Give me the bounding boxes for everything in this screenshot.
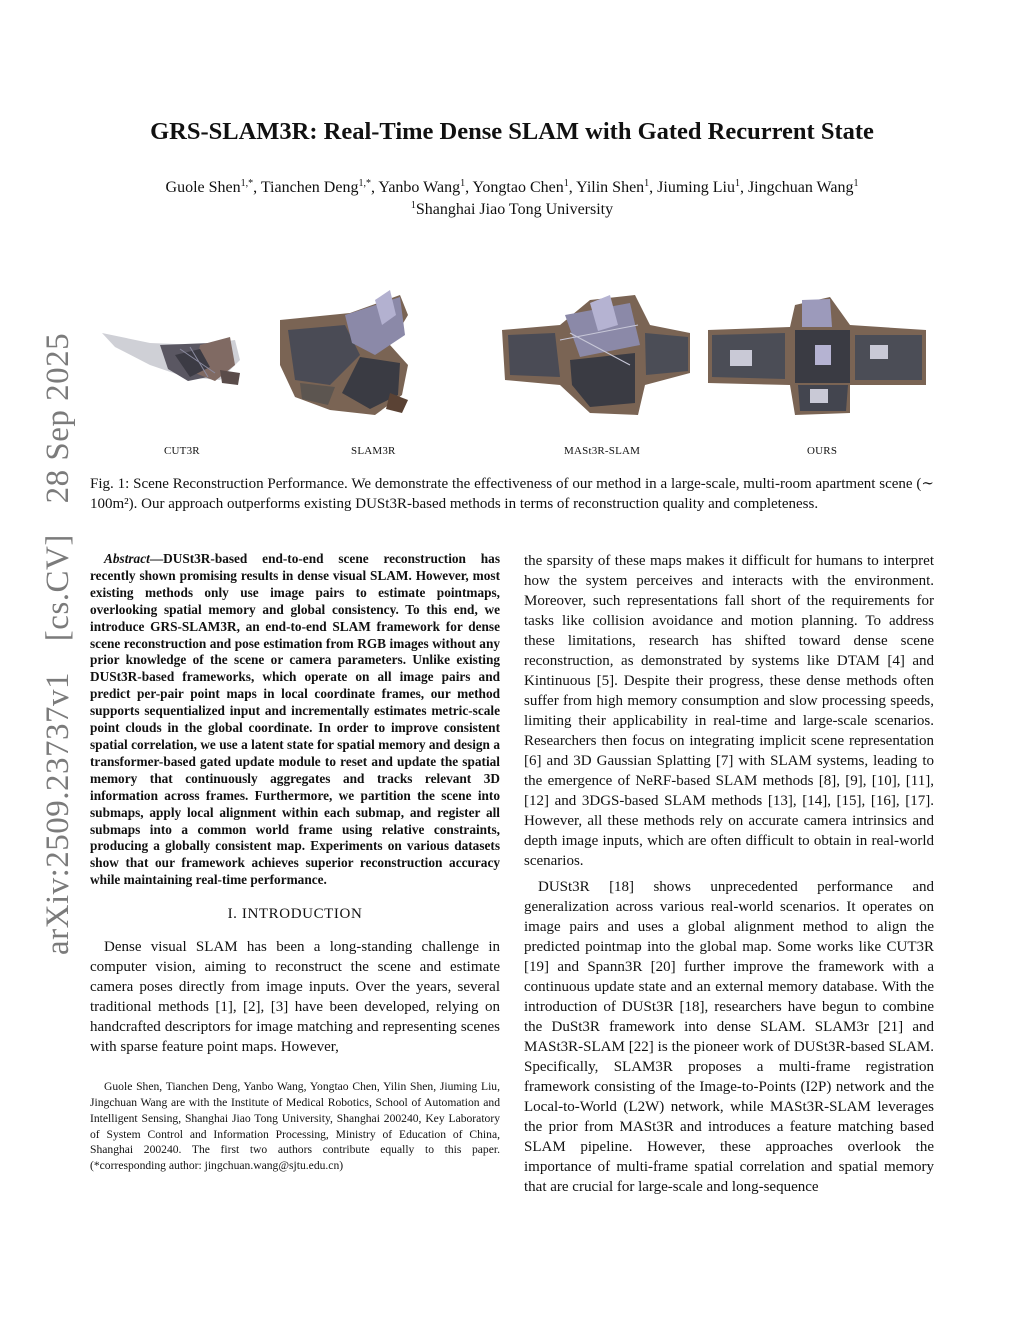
panel-label-mast3r-slam: MASt3R-SLAM xyxy=(564,445,641,457)
body-paragraph: the sparsity of these maps makes it difficult for humans to interpret how the system perceives and interacts with the environment. Moreover, such representations fall short of the requirements for tasks like collision avoidance and motion planning. To address these limitations, research has shifted toward dense scene reconstruction, as demonstrated by systems like DTAM [4] and Kintinuous [5]. Despite their progress, these dense methods often suffer from high memory consumption and slow processing speeds, limiting their applicability in real-time and large-scale scenarios. Researchers then focus on integrating implicit scene representation [6] and 3D Gaussian Splatting [7] with SLAM systems, leading to the emergence of NeRF-based SLAM methods [8], [9], [10], [11], [12] and 3DGS-based SLAM methods [13], [14], [15], [16], [17]. However, all these methods rely on accurate camera intrinsics and depth image inputs, which are often difficult to obtain in real-world scenarios. xyxy=(524,553,934,869)
arxiv-sidebar-stamp xyxy=(40,311,77,955)
left-column xyxy=(90,551,500,1174)
author: Yilin Shen$^1$ xyxy=(576,178,650,196)
arxiv-category: [cs.CV] xyxy=(40,534,76,642)
panel-label-ours: OURS xyxy=(807,445,838,457)
abstract: Abstract—DUSt3R-based end-to-end scene reconstruction has recently shown promising results in dense visual SLAM. However, most existing methods only use image pairs to estimate pointmaps, overlooking spatial memory and global consistency. To this end, we introduce GRS-SLAM3R, an end-to-end SLAM framework for dense scene reconstruction and pose estimation from RGB images without any prior knowledge of the scene or camera parameters. Unlike existing DUSt3R-based frameworks, which operate on all image pairs and predict per-pair point maps in local coordinate frames, our method supports sequentialized input and incrementally estimates metric-scale point clouds in the global coordinate. In order to improve consistent spatial correlation, we use a latent state for spatial memory and design a transformer-based gated update module to reset and update the spatial memory that continuously aggregates and tracks relevant 3D information across frames. Furthermore, we partition the scene into submaps, apply local alignment within each submap, and register all submaps into a common world frame using relative constraints, producing a globally consistent map. Experiments on various datasets show that our framework achieves superior reconstruction accuracy while maintaining real-time performance. xyxy=(90,551,500,888)
caption-label: Fig. 1: Scene Reconstruction Performance. xyxy=(90,476,348,492)
affiliation: $^1$Shanghai Jiao Tong University xyxy=(410,200,614,218)
section-heading-introduction: I. INTRODUCTION xyxy=(227,906,363,923)
arxiv-date: 28 Sep 2025 xyxy=(40,332,76,504)
panel-label-slam3r: SLAM3R xyxy=(351,445,396,457)
body-paragraph: DUSt3R [18] shows unprecedented performance and generalization across various real-world scenarios. It operates on image pairs and uses a global alignment method to align the predicted pointmap into the global map. Some works like CUT3R [19] and Spann3R [20] further improve the framework with a continuous update state and an external memory database. With the introduction of DUSt3R [18], researchers have begun to combine the DuSt3R framework into dense SLAM. SLAM3r [21] and MASt3R-SLAM [22] is the pioneer work of DUSt3R-based SLAM. Specifically, SLAM3R proposes a multi-frame registration framework consisting of the Image-to-Points (I2P) network and the Local-to-World (L2W) network, while MASt3R-SLAM leverages the prior from MASt3R and introduces a feature matching based SLAM pipeline. However, these approaches overlook the importance of multi-frame spatial correlation and spatial memory that are crucial for large-scale and long-sequence xyxy=(524,879,934,1195)
author: Guole Shen$^{1,*}$ xyxy=(165,178,254,196)
panel-cut3r-image xyxy=(102,333,240,385)
panel-ours-image xyxy=(708,297,926,415)
intro-paragraph: Dense visual SLAM has been a long-standing challenge in computer vision, aiming to reconstruct the scene and estimate camera poses directly from image inputs. Over the years, several traditional methods [1], [2], [3] have been developed, relying on handcrafted descriptors for image matching and representing scenes with sparse feature point maps. However, xyxy=(90,939,500,1056)
author-footnote: Guole Shen, Tianchen Deng, Yanbo Wang, Yongtao Chen, Yilin Shen, Jiuming Liu, Jingchuan Wang are with the Institute of Medical Robotics, School of Automation and Intelligent Sensing, Shanghai Jiao Tong University, Shanghai 200240, Key Laboratory of System Control and Information Processing, Ministry of Education of China, Shanghai 200240. The first two authors contribute equally to this paper. (*corresponding author: jingchuan.wang@sjtu.edu.cn) xyxy=(90,1080,500,1173)
author-list: Guole Shen$^{1,*}$, Tianchen Deng$^{1,*}$, Yanbo Wang$^1$, Yongtao Chen$^1$, Yilin Shen$^1$, Jiuming Liu$^1$, Jingchuan Wang$^1$ xyxy=(165,178,859,196)
panel-slam3r-image xyxy=(280,290,408,415)
figure-1 xyxy=(90,285,934,465)
author: Yanbo Wang$^1$ xyxy=(378,178,466,196)
author: Jiuming Liu$^1$ xyxy=(657,178,740,196)
author: Jingchuan Wang$^1$ xyxy=(747,178,859,196)
arxiv-id: arXiv:2509.23737v1 xyxy=(40,671,76,955)
reconstruction-images xyxy=(90,285,934,445)
paper-title: GRS-SLAM3R: Real-Time Dense SLAM with Gated Recurrent State xyxy=(150,118,874,145)
panel-mast3r-slam-image xyxy=(502,295,690,415)
caption-text: We demonstrate the effectiveness of our method in a large-scale, multi-room apartment scene (∼ 100m²). Our approach outperforms existing DUSt3R-based methods in terms of reconstruction quality and completeness. xyxy=(90,476,934,512)
author: Yongtao Chen$^1$ xyxy=(472,178,569,196)
figure-caption xyxy=(90,474,934,514)
right-column xyxy=(524,551,934,1197)
author: Tianchen Deng$^{1,*}$ xyxy=(260,178,371,196)
panel-label-cut3r: CUT3R xyxy=(164,445,200,457)
